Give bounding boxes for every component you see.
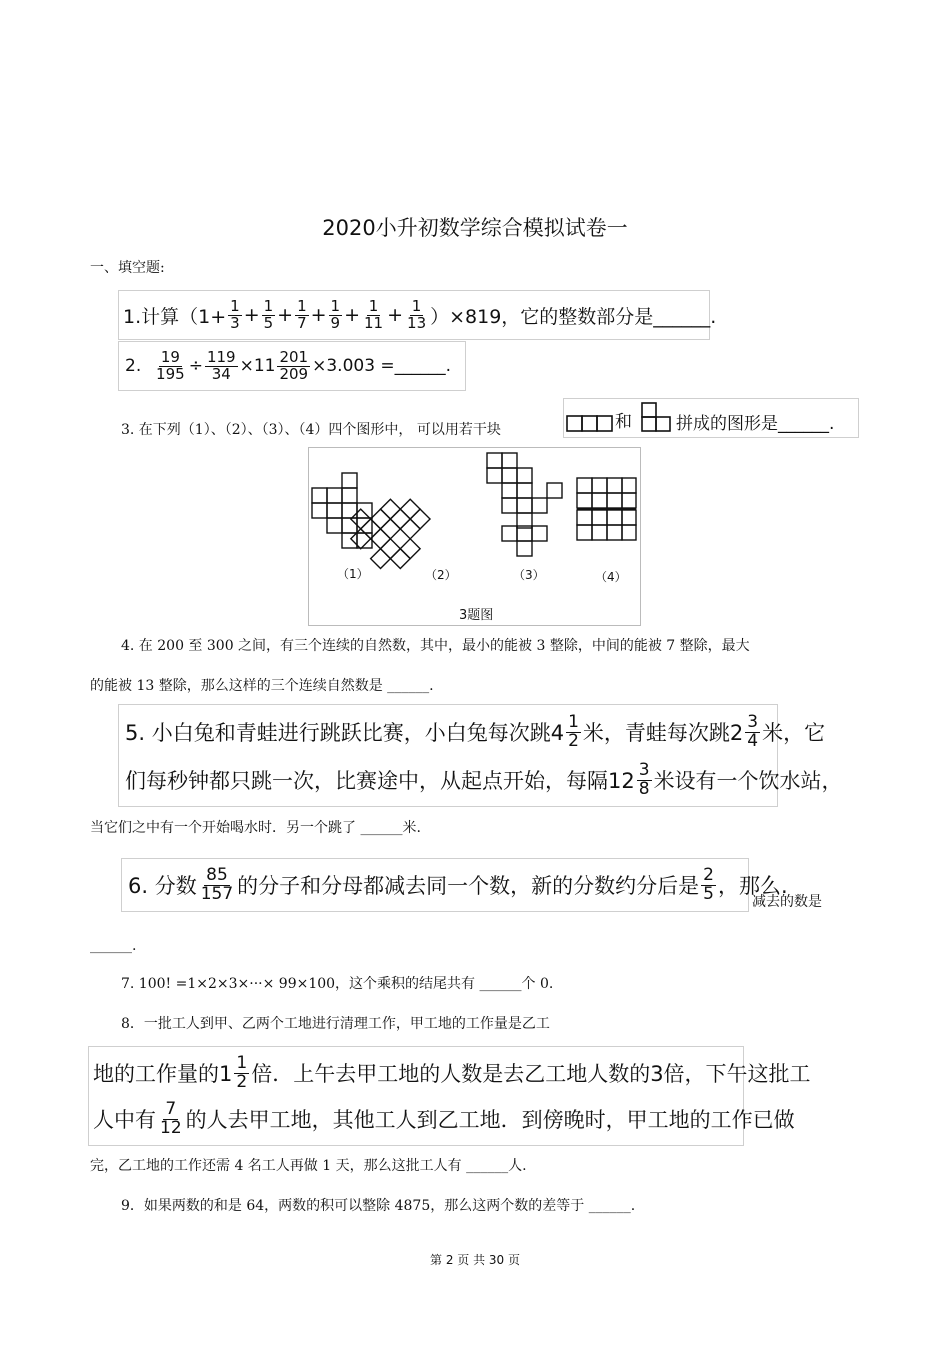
figure-label-4: （4） [595,570,627,584]
page-footer: 第 2 页 共 30 页 [430,1253,520,1267]
q6-part-b: 的分子和分母都减去同一个数，新的分数约分后是 [237,874,700,898]
question-3-figure [308,447,641,626]
question-6-after: 减去的数是 [752,894,822,910]
q1-prefix: 1.计算（1+ [123,305,227,328]
q1-fraction: $\frac{1}{9}$ [330,296,341,332]
q3-img-tail: 拼成的图形是______. [676,414,835,434]
q6-fraction: $\frac{85}{157}$ [200,864,234,904]
page-title: 2020小升初数学综合模拟试卷一 [322,216,628,240]
q5-line2b: 米设有一个饮水站， [653,769,843,793]
question-5-image [118,704,843,807]
figure-shapes [309,448,640,625]
q8-fraction: $\frac{7}{12}$ [160,1098,182,1138]
q2-div: ÷ [188,356,203,376]
q2-fraction: $\frac{119}{34}$ [206,347,236,383]
q5-line2a: 们每秒钟都只跳一次，比赛途中，从起点开始，每隔12 [125,769,635,793]
q3-and: 和 [615,412,632,432]
q5-fraction: $\frac{3}{4}$ [747,711,759,751]
q8-line1a: 地的工作量的1 [93,1062,233,1086]
q8-line2b: 的人去甲工地，其他工人到乙工地．到傍晚时，甲工地的工作已做 [185,1108,795,1132]
question-8-line: 8．一批工人到甲、乙两个工地进行清理工作，甲工地的工作量是乙工 [121,1016,550,1032]
q8-fraction: $\frac{1}{2}$ [236,1052,248,1092]
question-7-text: 7. 100! =1×2×3×···× 99×100，这个乘积的结尾共有 ______个 0. [121,976,554,992]
figure-label-2: （2） [425,568,457,582]
q5-line1a: 5. 小白兔和青蛙进行跳跃比赛，小白兔每次跳4 [125,721,565,745]
q6-part-c: ，那么. [718,874,788,898]
q5-fraction: $\frac{3}{8}$ [638,759,650,799]
figure-label-1: （1） [337,567,369,581]
question-4-line2: 的能被 13 整除，那么这样的三个连续自然数是 ______. [90,678,434,694]
q1-fraction: $\frac{1}{7}$ [297,296,307,332]
q6-fraction: $\frac{2}{5}$ [703,864,714,904]
figure-caption: 3题图 [459,608,494,623]
question-8-after: 完，乙工地的工作还需 4 名工人再做 1 天，那么这批工人有 ______人. [90,1158,527,1174]
figure-label-3: （3） [513,568,545,582]
question-6-blank: ______. [90,938,137,954]
q5-fraction: $\frac{1}{2}$ [568,711,579,751]
question-3-inline-image [563,398,859,438]
q2-suffix: ×3.003 =______. [312,356,452,376]
q8-line2a: 人中有 [93,1108,156,1132]
q1-fraction: $\frac{1}{11}$ [364,296,384,332]
q2-prefix: 2. [125,356,142,376]
q1-fraction: $\frac{1}{3}$ [230,296,240,332]
q1-fraction: $\frac{1}{5}$ [263,296,274,332]
section-heading: 一、填空题: [90,260,165,276]
q1-suffix: ）×819，它的整数部分是______. [430,305,717,328]
q1-fraction: $\frac{1}{13}$ [407,296,427,332]
question-4-line1: 4. 在 200 至 300 之间，有三个连续的自然数，其中，最小的能被 3 整除，中间的能被 7 整除，最大 [121,638,750,654]
question-9-text: 9．如果两数的和是 64，两数的积可以整除 4875，那么这两个数的差等于 ______. [121,1198,636,1214]
q2-fraction: $\frac{19}{195}$ [156,347,185,383]
question-5-after: 当它们之中有一个开始喝水时．另一个跳了 ______米. [90,820,421,836]
q5-line1b: 米，青蛙每次跳2 [582,721,744,745]
q8-line1b: 倍．上午去甲工地的人数是去乙工地人数的3倍，下午这批工 [251,1062,811,1086]
question-3-text: 3. 在下列（1）、（2）、（3）、（4）四个图形中， 可以用若干块 [121,422,501,438]
question-8-image [88,1046,811,1146]
q2-fraction: $\frac{201}{209}$ [279,347,309,383]
question-1-image: 1.计算（1+ $\frac{1}{3}$ + $\frac{1}{5}$ + $\frac{1}{7}$ + $\frac{1}{9}$ + $\frac{1}{11}$ + $\frac{1}{13}$ ）×819，它的整数部分是______. [118,290,710,340]
q2-mid: ×11 [239,356,276,376]
q5-line1c: 米，它 [762,721,826,745]
q6-part-a: 6. 分数 [128,874,197,898]
question-2-image [118,341,466,391]
